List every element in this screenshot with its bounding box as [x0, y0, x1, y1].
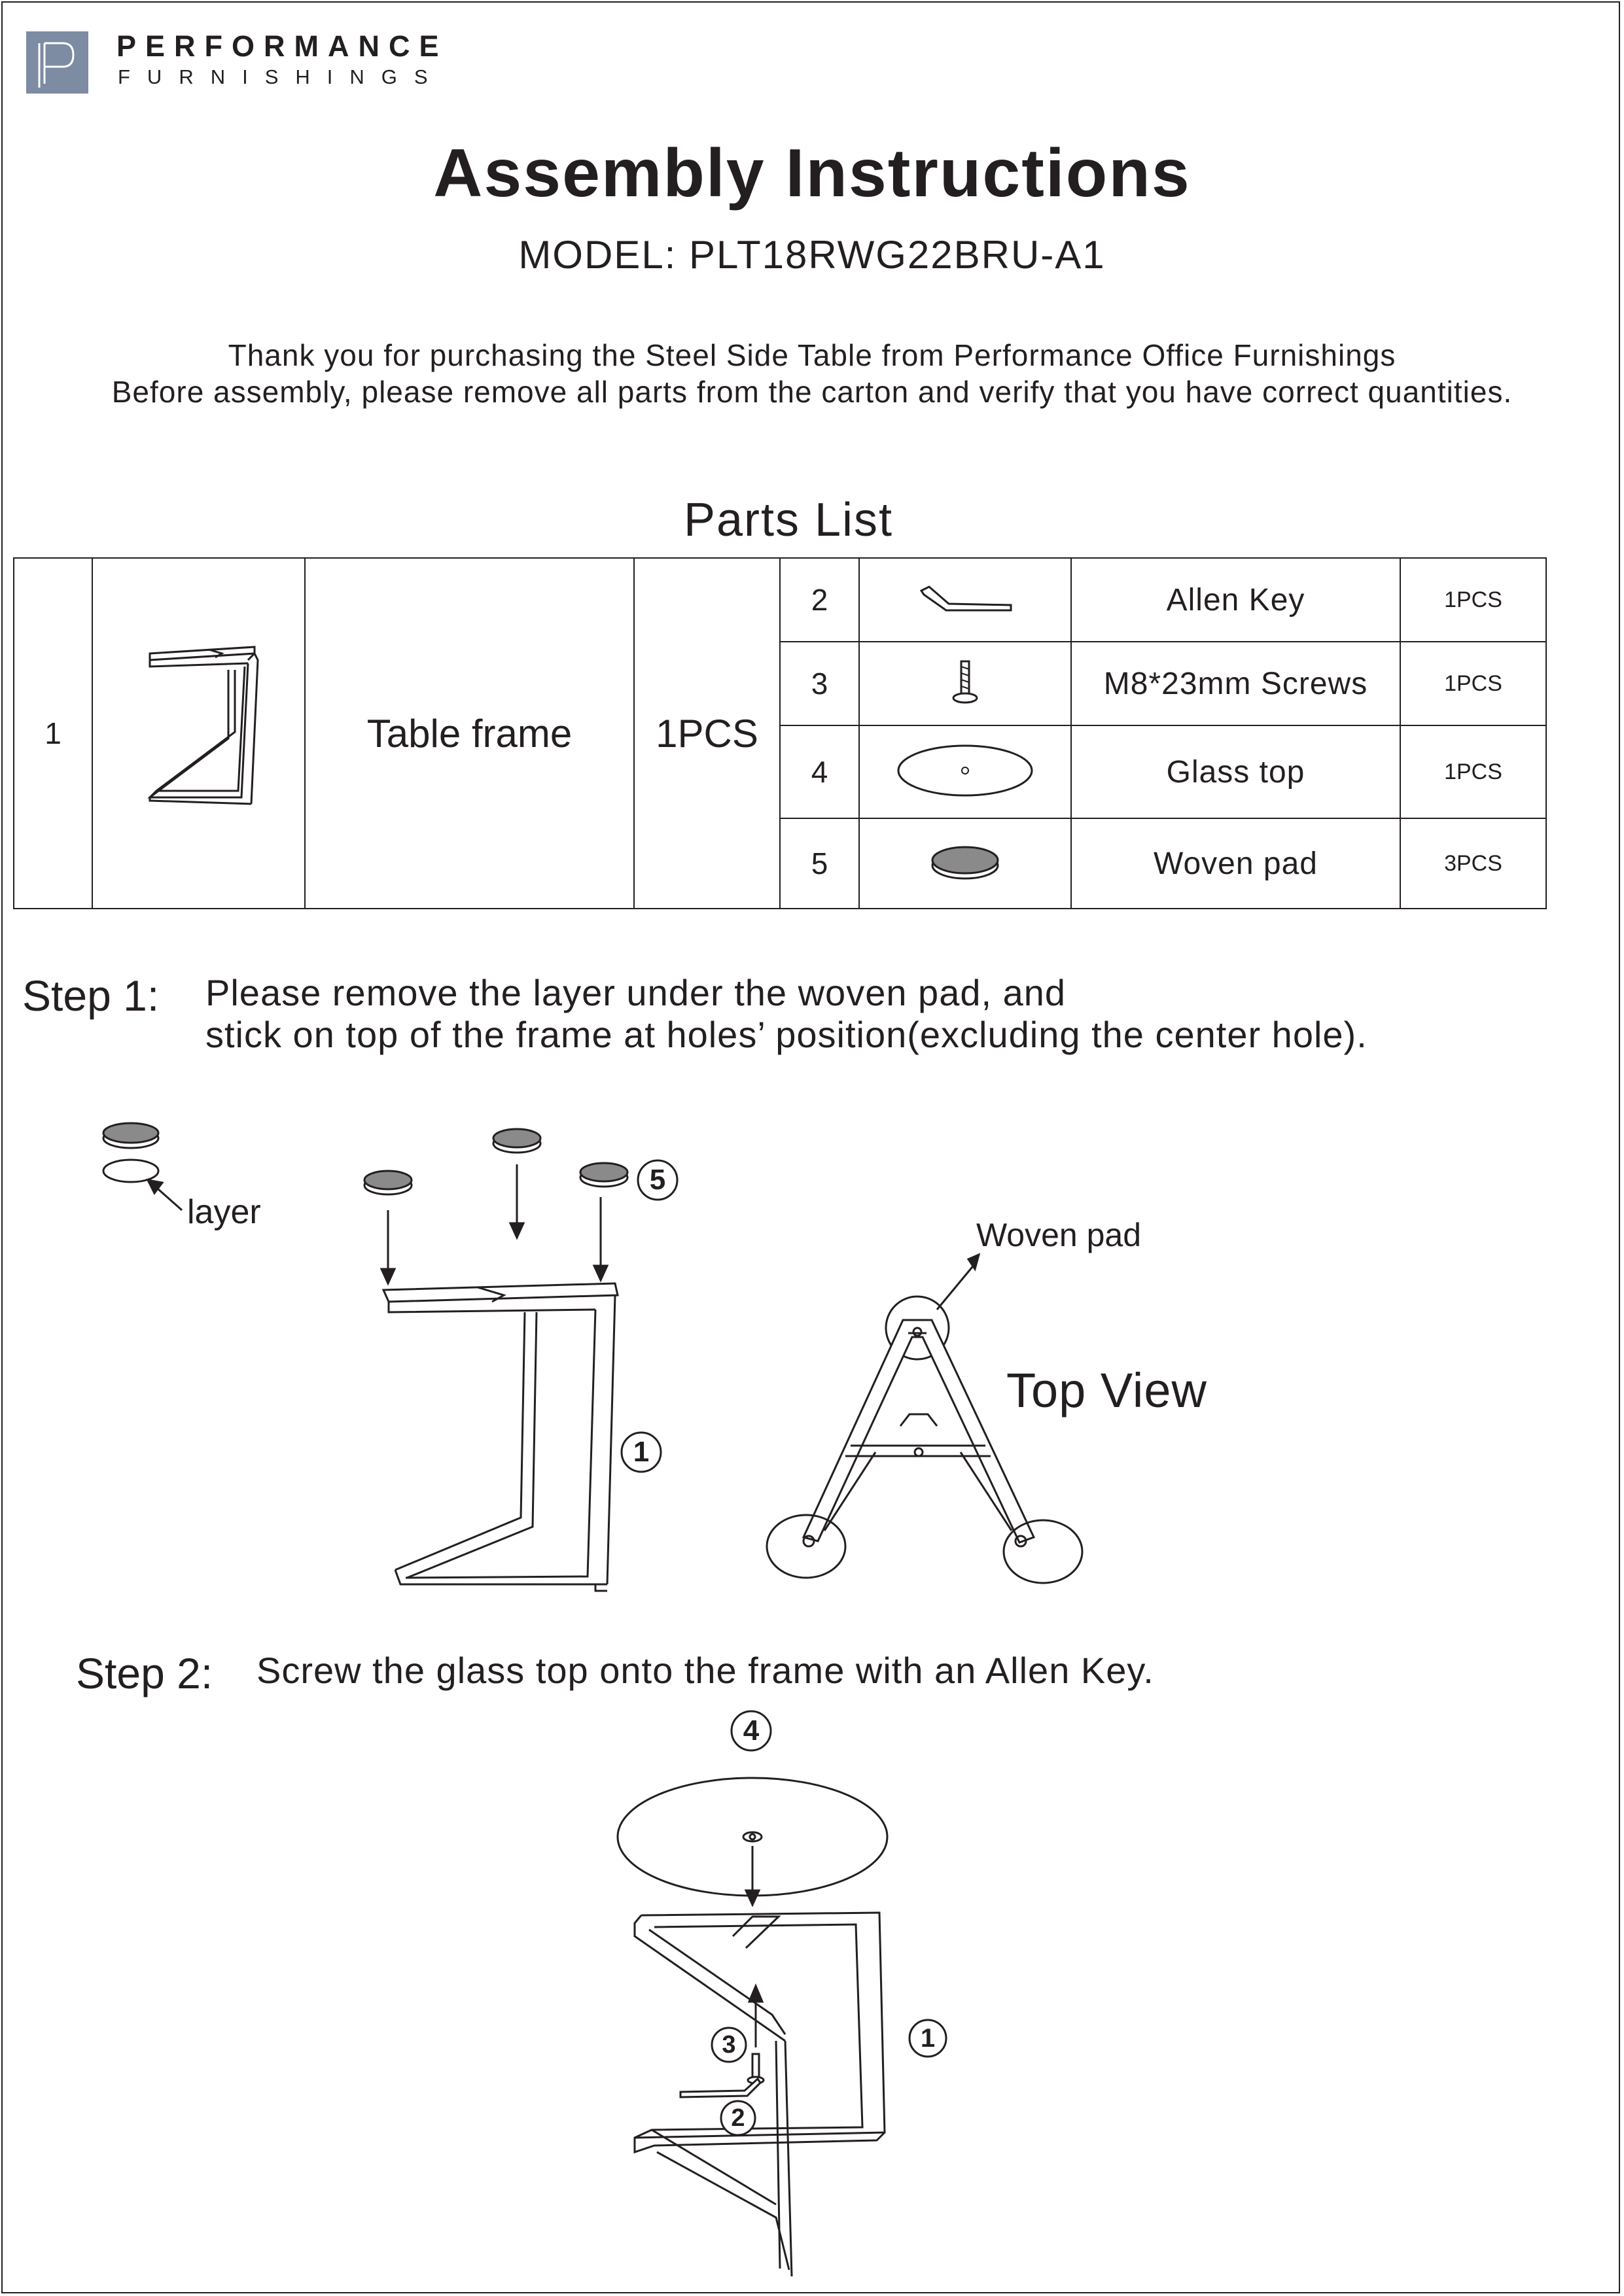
brand-name: PERFORMANCE [116, 29, 448, 63]
brand-logo [26, 31, 88, 94]
step1-illustration [0, 1112, 1624, 1609]
woven-pad-icon [580, 1163, 627, 1280]
allen-key-icon [859, 558, 1071, 642]
part-name: Allen Key [1071, 558, 1400, 642]
woven-pad-with-layer-icon [103, 1123, 182, 1210]
part-name: Woven pad [1071, 818, 1400, 909]
woven-pad-icon [493, 1129, 540, 1238]
step2-text: Screw the glass top onto the frame with an Allen Key. [256, 1650, 1154, 1691]
part-name: Glass top [1071, 725, 1400, 818]
table-frame-top-view [767, 1255, 1082, 1583]
part-number: 4 [780, 725, 859, 818]
page-title: Assembly Instructions [433, 135, 1191, 211]
top-view-label: Top View [1006, 1363, 1207, 1418]
layer-label: layer [187, 1193, 261, 1231]
glass-top-icon [859, 725, 1071, 818]
step2-label: Step 2: [76, 1649, 213, 1697]
table-frame-icon [92, 558, 305, 909]
table-frame-flipped [635, 1913, 885, 2276]
step1-line-1: Please remove the layer under the woven pad, and [205, 972, 1067, 1013]
callout-number: 4 [743, 1714, 760, 1747]
intro-line-1: Thank you for purchasing the Steel Side Table from Performance Office Furnishings [228, 338, 1396, 372]
callout-number: 5 [649, 1164, 666, 1196]
logo-p-icon [26, 31, 88, 94]
model-number: MODEL: PLT18RWG22BRU-A1 [518, 233, 1106, 277]
callout-number: 2 [731, 2104, 745, 2132]
step1-label: Step 1: [22, 971, 160, 1020]
callout-number: 3 [722, 2031, 736, 2059]
part-number: 5 [780, 818, 859, 909]
table-frame-side-view [383, 1283, 618, 1591]
woven-pad-icon [859, 818, 1071, 909]
part-number: 2 [780, 558, 859, 642]
woven-pad-label: Woven pad [976, 1217, 1142, 1253]
brand-subname: FURNISHINGS [118, 65, 445, 88]
part-qty: 3PCS [1400, 818, 1546, 909]
part-qty: 1PCS [1400, 725, 1546, 818]
screw-icon [859, 642, 1071, 725]
callout-number: 1 [920, 2024, 936, 2053]
step1-line-2: stick on top of the frame at holes’ position(excluding the center hole). [205, 1014, 1368, 1055]
callout-number: 1 [633, 1436, 650, 1468]
parts-table [13, 557, 1547, 909]
part-qty: 1PCS [1400, 642, 1546, 725]
glass-top-icon [618, 1778, 887, 1905]
part-name: Table frame [305, 558, 634, 909]
step2-illustration [0, 1701, 1624, 2276]
part-name: M8*23mm Screws [1071, 642, 1400, 725]
intro-line-2: Before assembly, please remove all parts from the carton and verify that you have correct quantities. [111, 375, 1513, 409]
part-number: 1 [14, 558, 92, 909]
part-qty: 1PCS [634, 558, 780, 909]
part-number: 3 [780, 642, 859, 725]
table-row [14, 558, 1546, 642]
woven-pad-icon [364, 1171, 412, 1283]
parts-list-title: Parts List [683, 494, 894, 546]
screw-icon [748, 1986, 764, 2083]
part-qty: 1PCS [1400, 558, 1546, 642]
